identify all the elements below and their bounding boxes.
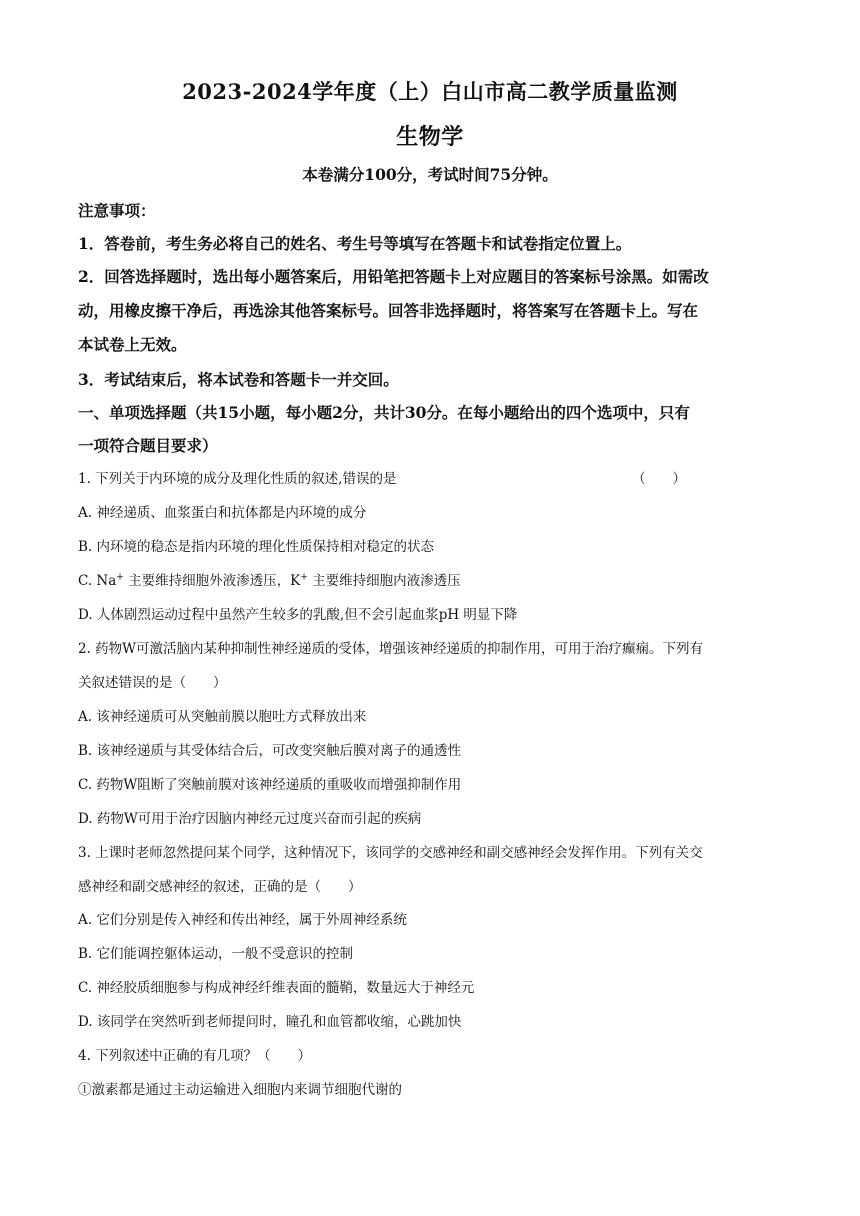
q2-stem-line-1: 2. 药物W可激活脑内某种抑制性神经递质的受体，增强该神经递质的抑制作用，可用于治疗癫痫。下列有 (78, 641, 704, 657)
q4-item-1: ①激素都是通过主动运输进入细胞内来调节细胞代谢的 (78, 1082, 402, 1098)
note-2-line-1: 2．回答选择题时，选出每小题答案后，用铅笔把答题卡上对应题目的答案标号涂黑。如需改 (78, 267, 709, 286)
q3-option-d: D. 该同学在突然听到老师提问时，瞳孔和血管都收缩，心跳加快 (78, 1014, 462, 1030)
q3-stem-line-1: 3. 上课时老师忽然提问某个同学，这种情况下，该同学的交感神经和副交感神经会发挥作用。下列有关交 (78, 845, 703, 861)
note-2-line-2: 动，用橡皮擦干净后，再选涂其他答案标号。回答非选择题时，将答案写在答题卡上。写在 (78, 301, 699, 320)
q1-option-a: A. 神经递质、血浆蛋白和抗体都是内环境的成分 (78, 505, 367, 521)
section-1-heading: 一、单项选择题（共15小题，每小题2分，共计30分。在每小题给出的四个选项中，只有 (78, 403, 690, 422)
notes-heading: 注意事项： (78, 201, 156, 220)
q1-option-c: C. Na+ 主要维持细胞外液渗透压，K+ 主要维持细胞内液渗透压 (78, 572, 461, 589)
q4-stem: 4. 下列叙述中正确的有几项？（ ） (78, 1048, 312, 1064)
exam-title: 2023-2024学年度（上）白山市高二教学质量监测 (182, 79, 678, 104)
q2-option-a: A. 该神经递质可从突触前膜以胞吐方式释放出来 (78, 709, 367, 725)
q2-option-b: B. 该神经递质与其受体结合后，可改变突触后膜对离子的通透性 (78, 743, 462, 759)
exam-meta: 本卷满分100分，考试时间75分钟。 (302, 165, 558, 184)
note-2-line-3: 本试卷上无效。 (78, 335, 187, 354)
q3-option-a: A. 它们分别是传入神经和传出神经，属于外周神经系统 (78, 912, 407, 928)
q3-option-b: B. 它们能调控躯体运动，一般不受意识的控制 (78, 946, 354, 962)
q2-option-c: C. 药物W阻断了突触前膜对该神经递质的重吸收而增强抑制作用 (78, 777, 462, 793)
q3-option-c: C. 神经胶质细胞参与构成神经纤维表面的髓鞘，数量远大于神经元 (78, 980, 475, 996)
q1-option-d: D. 人体剧烈运动过程中虽然产生较多的乳酸,但不会引起血浆pH 明显下降 (78, 607, 518, 623)
q2-stem-line-2: 关叙述错误的是（ ） (78, 675, 227, 691)
q3-stem-line-2: 感神经和副交感神经的叙述，正确的是（ ） (78, 879, 362, 895)
note-1: 1．答卷前，考生务必将自己的姓名、考生号等填写在答题卡和试卷指定位置上。 (78, 234, 632, 253)
q1-answer-paren: （ ） (632, 471, 686, 487)
q1-stem: 1. 下列关于内环境的成分及理化性质的叙述,错误的是 (78, 471, 397, 487)
subject-title: 生物学 (396, 124, 464, 150)
q1-option-b: B. 内环境的稳态是指内环境的理化性质保持相对稳定的状态 (78, 539, 435, 555)
q2-option-d: D. 药物W可用于治疗因脑内神经元过度兴奋而引起的疾病 (78, 811, 422, 827)
section-1-heading-cont: 一项符合题目要求） (78, 436, 218, 455)
note-3: 3．考试结束后，将本试卷和答题卡一并交回。 (78, 370, 399, 389)
